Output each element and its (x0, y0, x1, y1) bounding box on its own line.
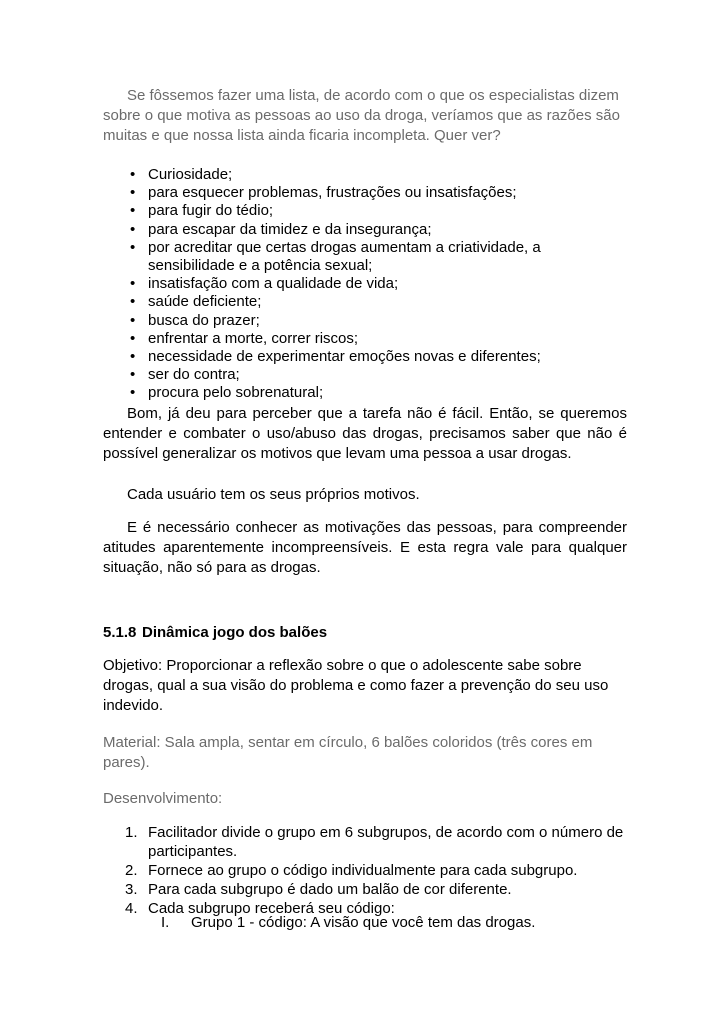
list-item (103, 239, 627, 275)
step-text: Fornece ao grupo o código individualmente para cada subgrupo. (148, 862, 578, 879)
bullet-icon: • (130, 238, 136, 256)
list-item (103, 861, 627, 880)
list-item (103, 202, 627, 220)
list-item (103, 348, 627, 366)
bullet-icon: • (130, 220, 136, 238)
list-item-text: Curiosidade; (148, 166, 233, 183)
list-item-text: ser do contra; (148, 366, 240, 384)
list-item (103, 312, 627, 330)
step-number: 4. (125, 900, 138, 917)
step-text: Cada subgrupo receberá seu código: (148, 900, 395, 917)
list-item (103, 221, 627, 239)
reasons-list (103, 166, 627, 403)
list-item-text: procura pelo sobrenatural; (148, 384, 324, 402)
section-title: Dinâmica jogo dos balões (142, 624, 328, 641)
bullet-icon: • (130, 329, 136, 347)
list-item-text: necessidade de experimentar emoções novas e diferentes; (148, 348, 541, 366)
step-number: 3. (125, 881, 138, 898)
step-text: Para cada subgrupo é dado um balão de cor diferente. (148, 881, 512, 898)
list-item-text: busca do prazer; (148, 311, 260, 329)
bullet-icon: • (130, 366, 136, 384)
bullet-icon: • (130, 384, 136, 402)
list-item-text: enfrentar a morte, correr riscos; (148, 329, 359, 347)
list-item (103, 384, 627, 402)
step-text: Facilitador divide o grupo em 6 subgrupos, de acordo com o número de participantes. (148, 824, 624, 860)
paragraph-cada-usuario: Cada usuário tem os seus próprios motivos. (127, 486, 420, 503)
bullet-icon: • (130, 166, 136, 183)
step-number: 2. (125, 862, 138, 879)
list-item-text: para esquecer problemas, frustrações ou insatisfações; (148, 184, 517, 202)
substep-text: Grupo 1 - código: A visão que você tem das drogas. (191, 914, 536, 931)
desenvolvimento-label: Desenvolvimento: (103, 790, 223, 807)
list-item (103, 184, 627, 202)
list-item (103, 275, 627, 293)
objetivo-paragraph: Objetivo: Proporcionar a reflexão sobre o que o adolescente sabe sobre drogas, qual a sua visão do problema e como fazer a prevenção do seu uso indevido. (103, 657, 609, 714)
bullet-icon: • (130, 311, 136, 329)
step-number: 1. (125, 824, 138, 841)
list-item (103, 880, 627, 899)
bullet-icon: • (130, 275, 136, 293)
substep-numeral: I. (161, 914, 170, 931)
list-item-text: saúde deficiente; (148, 293, 262, 311)
list-item (103, 293, 627, 311)
list-item (103, 823, 627, 861)
list-item-text: para fugir do tédio; (148, 202, 274, 220)
section-heading (103, 623, 327, 643)
list-item-text: por acreditar que certas drogas aumentam a criatividade, a sensibilidade e a potência sexual; (148, 238, 541, 275)
section-number: 5.1.8 (103, 624, 137, 641)
bullet-icon: • (130, 348, 136, 366)
intro-paragraph: Se fôssemos fazer uma lista, de acordo com o que os especialistas dizem sobre o que motiva as pessoas ao uso da droga, veríamos que as razões são muitas e que nossa lista ainda ficaria incompleta. Quer ver? (103, 87, 620, 144)
list-item (103, 330, 627, 348)
material-paragraph: Material: Sala ampla, sentar em círculo, 6 balões coloridos (três cores em pares). (103, 734, 593, 771)
list-item-text: insatisfação com a qualidade de vida; (148, 275, 399, 293)
list-item (103, 366, 627, 384)
bullet-icon: • (130, 184, 136, 202)
list-item-text: para escapar da timidez e da insegurança; (148, 220, 432, 238)
steps-list (103, 823, 627, 918)
list-item (103, 166, 627, 184)
bullet-icon: • (130, 293, 136, 311)
bullet-icon: • (130, 202, 136, 220)
paragraph-bom: Bom, já deu para perceber que a tarefa não é fácil. Então, se queremos entender e combater o uso/abuso das drogas, precisamos saber que não é possível generalizar os motivos que levam uma pessoa a usar drogas. (103, 405, 627, 462)
paragraph-necessario: E é necessário conhecer as motivações das pessoas, para compreender atitudes aparentemente incompreensíveis. E esta regra vale para qualquer situação, não só para as drogas. (103, 519, 627, 576)
